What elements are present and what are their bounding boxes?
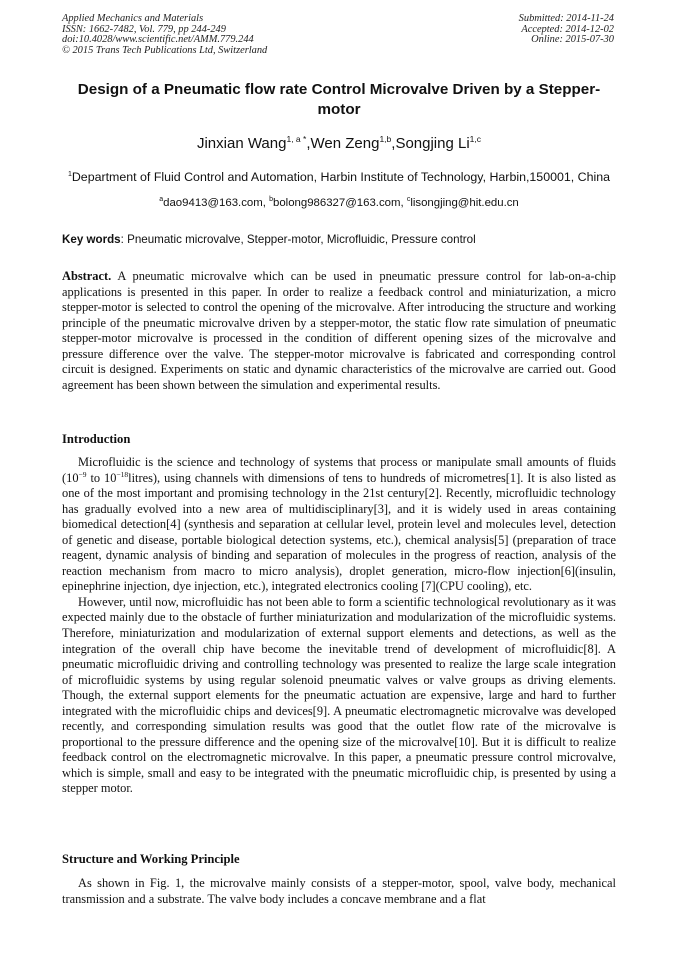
exponent: −9 [78, 469, 87, 479]
keywords-label: Key words [62, 233, 121, 246]
date-submitted: Submitted: 2014-11-24 [518, 13, 614, 24]
structure-section [62, 876, 616, 907]
section-heading-introduction: Introduction [62, 432, 131, 446]
exponent: −18 [116, 469, 129, 479]
abstract [62, 269, 616, 393]
affiliation-mark: 1 [67, 170, 72, 178]
author-name: Jinxian Wang [196, 135, 287, 152]
publication-dates [519, 14, 614, 46]
author-name: Songjing Li [395, 135, 470, 152]
journal-copyright: © 2015 Trans Tech Publications Ltd, Switzerland [62, 44, 268, 56]
email-link[interactable]: dao9413@163.com [163, 196, 263, 209]
intro-p1-text: to 10 [86, 470, 117, 485]
journal-name: Applied Mechanics and Materials [62, 13, 204, 24]
abstract-label: Abstract. [62, 269, 112, 283]
email-link[interactable]: lisongjing@hit.edu.cn [410, 196, 519, 209]
section-heading-structure: Structure and Working Principle [62, 852, 240, 866]
author-affil-mark: 1, a * [286, 134, 307, 144]
email-link[interactable]: bolong986327@163.com [273, 196, 401, 209]
date-online: Online: 2015-07-30 [531, 34, 614, 45]
journal-issn: ISSN: 1662-7482, Vol. 779, pp 244-249 [62, 23, 226, 35]
affiliation [62, 170, 616, 184]
author-list: Jinxian Wang$^{1, a *}$,Wen Zeng$^{1,b}$,Songjing Li$^{1,c}$ [196, 134, 482, 152]
journal-info [62, 14, 267, 56]
author-affil-mark: 1,b [379, 134, 392, 144]
date-accepted: Accepted: 2014-12-02 [521, 23, 614, 35]
intro-p1-text: Microfluidic is the science and technology of systems that process or manipulate small amounts of fluids (10 [62, 455, 616, 485]
abstract-text: A pneumatic microvalve which can be used in pneumatic pressure control for lab-on-a-chip applications is presented in this paper. In order to realize a feedback control and miniaturization, a micro stepper-motor is selected to control the opening of the microvalve. After introducing the structure and working principle of the pneumatic microvalve driven by a stepper-motor, the static flow rate simulation of pneumatic stepper-motor microvalve is processed in the condition of different opening sizes of the microvalve and pressure difference over the valve. The stepper-motor microvalve is fabricated and corresponding control circuit is designed. Experiments on static and dynamic characteristics of the microvalve are carried out. Good agreement has been shown between the simulation and experimental results. [62, 269, 616, 392]
affiliation-text: Department of Fluid Control and Automation, Harbin Institute of Technology, Harbin,150001, China [71, 170, 611, 184]
keywords-text: Pneumatic microvalve, Stepper-motor, Microfluidic, Pressure control [127, 233, 476, 246]
keywords: Key words: Pneumatic microvalve, Stepper-motor, Microfluidic, Pressure control [62, 233, 476, 246]
author-name: Wen Zeng [310, 135, 380, 152]
paper-title: Design of a Pneumatic flow rate Control Microvalve Driven by a Stepper-motor [77, 81, 601, 118]
author-affil-mark: 1,c [469, 134, 482, 144]
email-mark: c [406, 196, 411, 203]
email-mark: b [269, 196, 273, 203]
author-emails: $^a$dao9413@163.com, $^b$bolong986327@163.com, $^c$lisongjing@hit.edu.cn [159, 196, 519, 209]
intro-paragraph-1 [62, 455, 616, 595]
journal-doi[interactable]: doi:10.4028/www.scientific.net/AMM.779.244 [62, 34, 254, 45]
email-mark: a [159, 196, 164, 203]
structure-paragraph-1: As shown in Fig. 1, the microvalve mainly consists of a stepper-motor, spool, valve body, mechanical transmission and a substrate. The valve body includes a concave membrane and a flat [62, 876, 616, 906]
intro-paragraph-2: However, until now, microfluidic has not been able to form a scientific technological revolutionary as it was expected mainly due to the obstacle of further miniaturization and modularization of the microfluidic systems. Therefore, miniaturization and modularization of external support elements and detections, as well as the integration of the overall chip have become the inevitable trend of development of microfluidic[8]. A pneumatic microfluidic driving and controlling technology was presented to realize the large scale integration of microfluidic systems by using regular solenoid pneumatic valves or valve groups as driving elements. Though, the external support elements for the pneumatic actuation are expensive, large and hard to further integrated with the microfluidic chips and devices[9]. A pneumatic electromagnetic microvalve was developed recently, and corresponding simulation results was good that the outlet flow rate of the microvalve is proportional to the pressure difference and the opening size of the microvalve[10]. But it is difficult to realize feedback control on the electromagnetic microvalve. In this paper, a pneumatic pressure control microvalve, which is simple, small and easy to be integrated with the pneumatic microfluidic chip, is presented by using a stepper motor. [62, 594, 616, 796]
intro-p1-text: litres), using channels with dimensions of tens to hundreds of micrometres[1]. It is also listed as one of the most important and promising technology in the 21st century[2]. Recently, microfluidic technology has gradually evolved into a new area of multidisciplinary[3], and it is widely used in areas containing biomedical detection[4] (synthesis and separation at cellular level, protein level and molecules level, detection of genetic and disease, portable biological detection systems, etc.), chemical analysis[5] (preparation of trace reagent, dynamic analysis of binding and separation of molecules in the progress of reaction, analysis of the reaction mechanism from macro to micro analysis), droplet generation, micro-flow injection[6](insulin, epinephrine injection, dye injection, etc.), integrated electronics cooling [7](CPU cooling), etc. [62, 470, 616, 594]
introduction-section [62, 455, 616, 797]
